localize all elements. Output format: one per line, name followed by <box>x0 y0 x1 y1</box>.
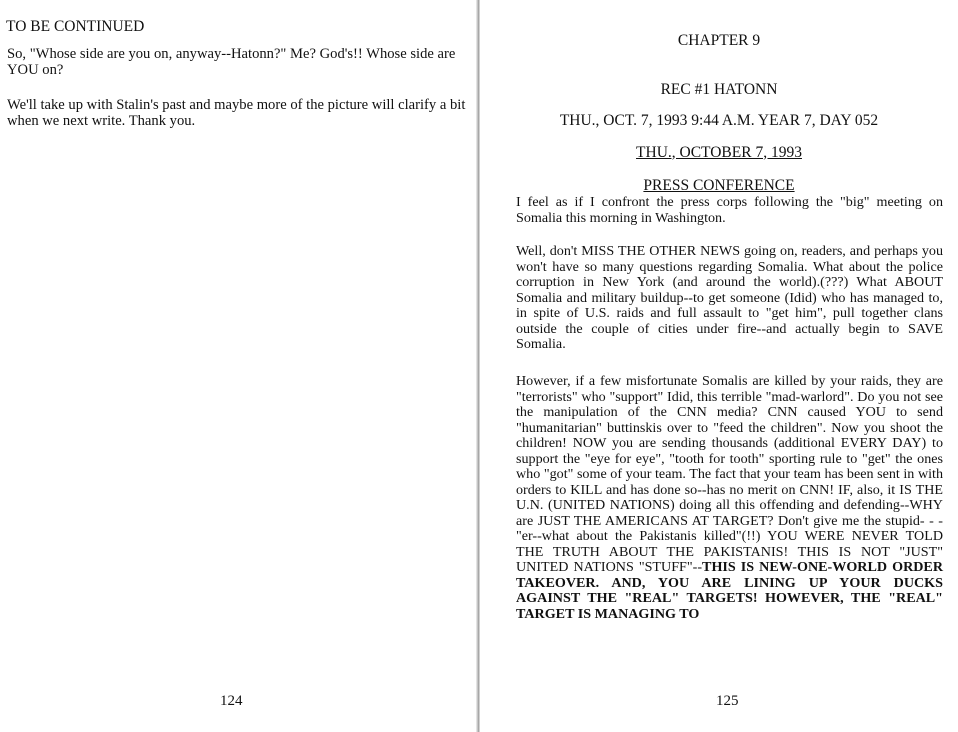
page-number: 125 <box>716 693 739 709</box>
press-conference-heading: PRESS CONFERENCE <box>643 176 795 194</box>
paragraph-text: However, if a few misfortunate Somalis are killed by your raids, they are "terrorists" who "support" Idid, this terrible "mad-warlord". Do you not see the manipulation of the CNN media? CNN caused YOU to send "humanitarian" buttinskis over to "feed the children". Now you shoot the children! NOW you are sending thousands (additional EVERY DAY) to support the "eye for eye", "tooth for tooth" sporting rule to "get" the ones who "got" some of your team. The fact that your team has been sent in with orders to KILL and has done so--has no merit on CNN! IF, also, it IS THE U.N. (UNITED NATIONS) doing all this offending and defending--WHY are JUST THE AMERICANS AT TARGET? Don't give me the stupid- - - "er--what about the Pakistanis killed"(!!) YOU WERE NEVER TOLD THE TRUTH ABOUT THE PAKISTANIS! THIS IS NOT "JUST" UNITED NATIONS "STUFF"-- <box>516 373 943 575</box>
chapter-title: CHAPTER 9 <box>677 31 761 49</box>
paragraph: Well, don't MISS THE OTHER NEWS going on, readers, and perhaps you won't have so many questions regarding Somalia. What about the police corruption in New York (and around the world).(???) What ABOUT Somalia and military buildup--to get someone (Idid) who has managed to, in spite of U.S. raids and full assault to "get him", pull together clans outside the couple of cities under fire--and actually begin to SAVE Somalia. <box>516 243 943 352</box>
paragraph: I feel as if I confront the press corps following the "big" meeting on Somalia this morning in Washington. <box>516 194 943 226</box>
section-heading: TO BE CONTINUED <box>6 18 145 35</box>
date-line: THU., OCT. 7, 1993 9:44 A.M. YEAR 7, DAY 052 <box>559 111 879 129</box>
paragraph: We'll take up with Stalin's past and maybe more of the picture will clarify a bit when we next write. Thank you. <box>7 97 466 129</box>
recording-line: REC #1 HATONN <box>660 80 778 98</box>
paragraph: So, "Whose side are you on, anyway--Hatonn?" Me? God's!! Whose side are YOU on? <box>7 46 456 78</box>
page-number: 124 <box>220 693 243 709</box>
bold-text: THIS IS NEW-ONE-WORLD ORDER TAKEOVER. AND, YOU ARE LINING UP YOUR DUCKS AGAINST THE "REAL" TARGETS! HOWEVER, THE "REAL" TARGET IS MANAGING TO <box>516 559 943 622</box>
date-heading: THU., OCTOBER 7, 1993 <box>636 143 802 161</box>
right-page <box>480 0 958 732</box>
paragraph-with-bold-tail <box>516 374 943 622</box>
left-page <box>0 0 478 732</box>
